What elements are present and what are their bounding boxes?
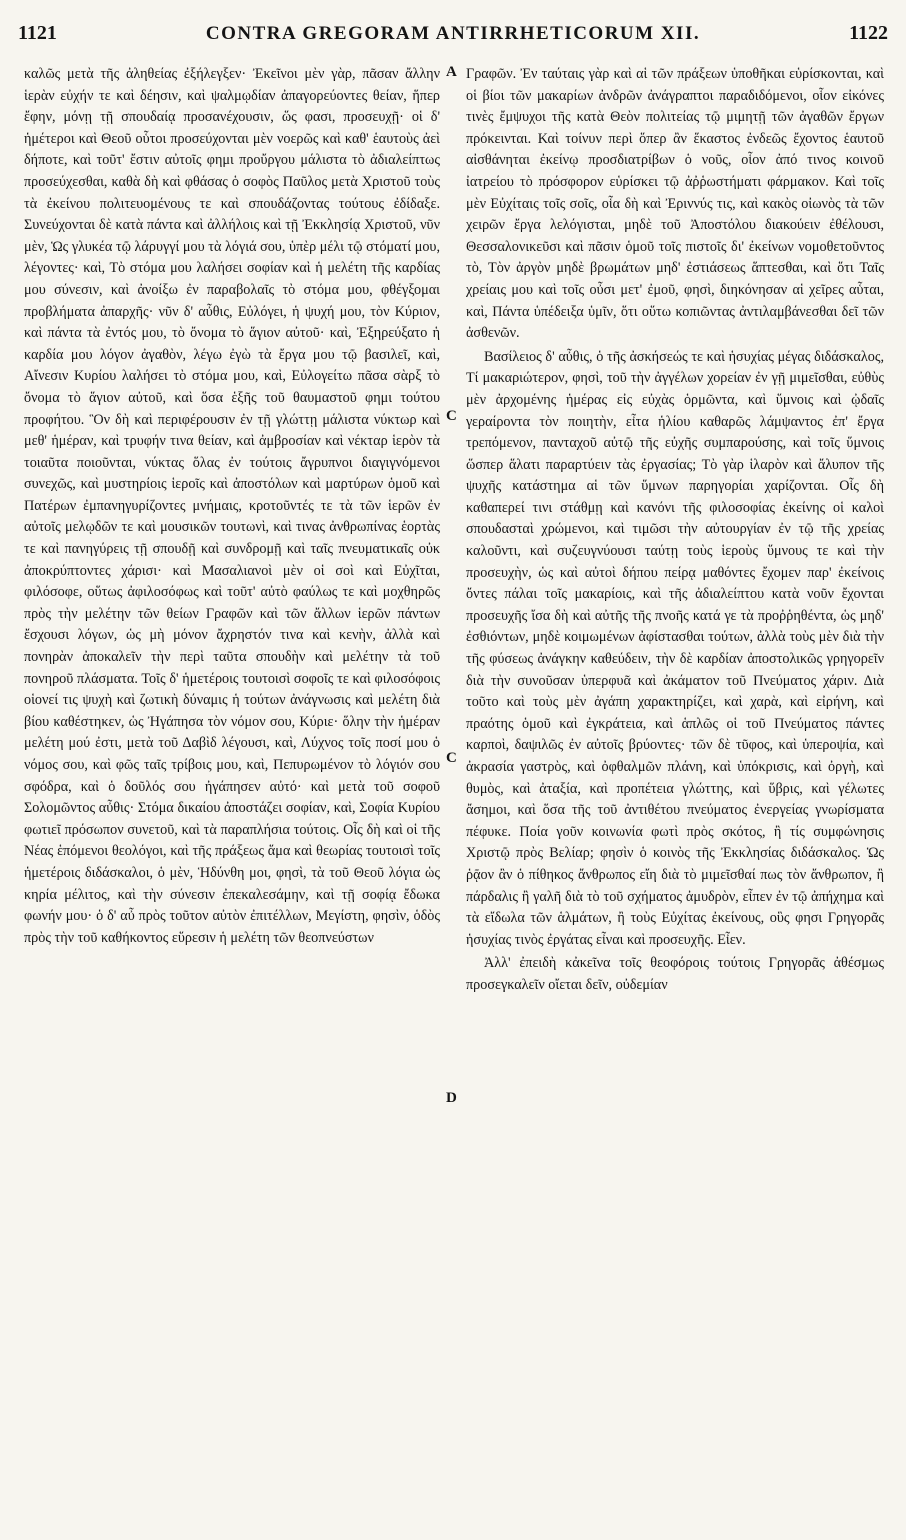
left-paragraph-1: καλῶς μετὰ τῆς ἀληθείας ἐξήλεγξεν· Ἐκεῖνοι μὲν γὰρ, πᾶσαν ἄλλην ἱερὰν εὐχήν τε καὶ δέησιν, καὶ ψαλμῳδίαν ἀπαγορεύοντες θείαν, ἥπερ ἔφην, μόνῃ τῇ σπουδαίᾳ προσανέχουσιν, ὥς φασι, προσευχῇ· οἱ δ' ἡμέτεροι καὶ Θεοῦ οὗτοι προσεύχονται μὲν νοερῶς καὶ καθ' ἑαυτοὺς ἀεὶ δήποτε, καὶ τοῦτ' ἔστιν αὐτοῖς φημι προὔργου μάλιστα τὸ ἀδιαλείπτως προσεύχεσθαι, καθὰ δὴ καὶ φθάσας ὁ σοφὸς Παῦλος μετὰ Χριστοῦ τοὺς τὰ ἐκείνου πολιτευομένους τε καὶ σπουδάζοντας τούτους ἐδίδαξε. Συνεύχονται δὲ κατὰ πάντα καὶ ἀλλήλοις καὶ τῇ Ἐκκλησίᾳ Χριστοῦ, νῦν μὲν, Ὡς γλυκέα τῷ λάρυγγί μου τὰ λόγιά σου, ὑπὲρ μέλι τῷ στόματί μου, λέγοντες· καὶ, Τὸ στόμα μου λαλήσει σοφίαν καὶ ἡ μελέτη τῆς καρδίας μου σύνεσιν, καὶ ἀνοίξω ἐν παραβολαῖς τὸ στόμα μου, φθέγξομαι προβλήματα ἀπαρχῆς· νῦν δ' αὖθις, Εὐλόγει, ἡ ψυχή μου, τὸν Κύριον, καὶ πάντα τὰ ἐντός μου, τὸ ὄνομα τὸ ἅγιον αὐτοῦ· καὶ, Ἐξηρεύξατο ἡ καρδία μου λόγον ἀγαθὸν, λέγω ἐγὼ τὰ ἔργα μου τῷ βασιλεῖ, καὶ, Αἴνεσιν Κυρίου λαλήσει τὸ στόμα μου, καὶ, Εὐλογείτω πᾶσα σὰρξ τὸ ὄνομα τὸ ἅγιον αὐτοῦ, καὶ ὅσα ἑξῆς τοῦ θαυμαστοῦ φημι τούτου προφήτου. Ὃν δὴ καὶ περιφέρουσιν ἐν τῇ γλώττῃ μάλιστα νύκτωρ καὶ μεθ' ἡμέραν, καὶ τρυφήν τινα θείαν, καὶ ἀμβροσίαν καὶ νέκταρ ἱερὸν τὰ τοιαῦτα ποιοῦνται, νύκτας ὅλας ἐν τούτοις ἄγρυπνοι διαγιγνόμενοι συνεχῶς, καὶ μυστηρίοις ἱεροῖς καὶ ἀποστόλων καὶ μαρτύρων ὁμοῦ καὶ Πατέρων ἐμπανηγυρίζοντες μνήμαις, κροτοῦντές τε τὰ τῶν ἱερῶν ἐν αὐτοῖς μελῳδῶν τε καὶ μουσικῶν τουτωνὶ, καὶ τινας ἀνθρωπίνας ἑορτὰς τε καὶ πανηγύρεις τῇ σπουδῇ καὶ συνδρομῇ καὶ ταῖς πνευματικαῖς οὐκ ἀποκρύπτοντες χάρισι· καὶ Μασαλιανοὶ μὲν οἱ σοὶ καὶ Εὐχῖται, φιλόσοφε, οὕτως ἀφιλοσόφως καὶ τοῦτ' αὐτὸ φαύλως τε καὶ μοχθηρῶς πρὸς τὴν μελέτην τῶν θείων Γραφῶν καὶ τῶν ἄλλων ἱερῶν πάντων ἔσχουσι λόγων, ὡς μὴ μόνον ἄχρηστόν τινα καὶ κενὴν, ἀλλὰ καὶ πονηρὰν ἀποκαλεῖν τὴν περὶ ταῦτα σπουδὴν καὶ μελέτην τὰ τοῦ πονηροῦ πλάσματα. Τοῖς δ' ἡμετέροις τουτοισὶ σοφοῖς τε καὶ φιλοσόφοις οἱονεί τις ψυχὴ καὶ ζωτικὴ δύναμις ἡ τούτων ἀνάγνωσις καὶ μελέτη διὰ βίου καθέστηκεν, ὡς Ἠγάπησα τὸν νόμον σου, Κύριε· ὅλην τὴν ἡμέραν μελέτη μού ἐστι, μετὰ τοῦ Δαβὶδ λέγουσι, καὶ, Λύχνος τοῖς ποσί μου ὁ νόμος σου, καὶ φῶς ταῖς τρίβοις μου, καὶ, Πεπυρωμένον τὸ λόγιόν σου σφόδρα, καὶ ὁ δοῦλός σου ἠγάπησεν αὐτό· καὶ μετὰ τοῦ σοφοῦ Σολομῶντος αὖθις· Στόμα δικαίου ἀποστάζει σοφίαν, καὶ, Σοφία Κυρίου φωτιεῖ πρόσωπον συνετοῦ, καὶ τὰ παραπλήσια τούτοις. Οἷς δὴ καὶ οἱ τῆς Νέας ἑπόμενοι θεολόγοι, καὶ τῆς πράξεως ἅμα καὶ θεωρίας τουτοισὶ τοῖς ἡμετέροις διδάσκαλοι, ὁ μὲν, Ἡδύνθη μοι, φησὶ, τὰ τοῦ Θεοῦ λόγια ὡς κηρία μέλιτος, καὶ τὴν σύνεσιν ἐπεκαλεσάμην, καὶ τῇ σοφίᾳ ἔδωκα φωνήν μου· ὁ δ' αὖ πρὸς τοῦτον αὐτὸν ἐπιτέλλων, Μεγίστη, φησὶν, ὁδὸς πρὸς τὴν τοῦ καθήκοντος εὕρεσιν ἡ μελέτη τῶν θεοπνεύστων (24, 66, 440, 946)
right-paragraph-1: Γραφῶν. Ἐν ταύταις γὰρ καὶ αἱ τῶν πράξεων ὑποθῆκαι εὑρίσκονται, καὶ οἱ βίοι τῶν μακαρίων ἀνδρῶν ἀνάγραπτοι παραδιδόμενοι, οἷον εἰκόνες τινὲς ἔμψυχοι τῆς κατὰ Θεὸν πολιτείας τῷ μιμητῇ τῶν ἀγαθῶν ἔργων πρόκεινται. Καὶ τοίνυν περὶ ὅπερ ἂν ἕκαστος ἐνδεῶς ἔχοντος ἑαυτοῦ αἰσθάνηται ἐκείνῳ προσδιατρίβων ὁ νοῦς, οἷον ἀπό τινος κοινοῦ ἰατρείου τὸ πρόσφορον εὑρίσκει τῷ ἀῤῥωστήματι φάρμακον. Καὶ τοῖς μὲν Εὐχίταις τοῖς σοῖς, οἷα δὴ καὶ Ἐριννύς τις, καὶ κακὸς οἰωνὸς τὰ τῶν χειρῶν ἔργα λελόγισται, μηδὲ τοῦ Ἀποστόλου διακούειν ἐθέλουσι, Θεσσαλονικεῦσι καὶ πᾶσιν ὁμοῦ τοῖς πιστοῖς δι' ἐκείνων νομοθετοῦντος τὸ, Τὸν ἀργὸν μηδὲ βρωμάτων μηδ' ἐστιάσεως ἅπτεσθαι, καὶ ὅτι Ταῖς χρείαις μου καὶ τοῖς οὖσι μετ' ἐμοῦ, φησὶ, διηκόνησαν αἱ χεῖρες αὗται, καὶ, Πάντα ὑπέδειξα ὑμῖν, ὅτι οὕτω κοπιῶντας ἀντιλαμβάνεσθαι δεῖ τῶν ἀσθενῶν. (466, 66, 884, 342)
right-column (466, 64, 884, 997)
page-number-left: 1121 (18, 22, 57, 44)
running-title: CONTRA GREGORAM ANTIRRHETICORUM XII. (205, 23, 701, 44)
section-marker-d: D (446, 1090, 457, 1106)
section-marker-a: A (446, 64, 457, 80)
right-paragraph-3: Ἀλλ' ἐπειδὴ κἀκεῖνα τοῖς θεοφόροις τούτοις Γρηγορᾶς ἀθέσμως προσεγκαλεῖν οἴεται δεῖν, οὐδεμίαν (466, 955, 884, 993)
section-marker-c: C (446, 408, 457, 424)
section-marker-c-2: C (446, 750, 457, 766)
running-header (18, 22, 888, 48)
left-column (24, 64, 440, 949)
right-paragraph-2: Βασίλειος δ' αὖθις, ὁ τῆς ἀσκήσεώς τε καὶ ἡσυχίας μέγας διδάσκαλος, Τί μακαριώτερον, φησὶ, τοῦ τὴν ἀγγέλων χορείαν ἐν γῇ μιμεῖσθαι, εὐθὺς μὲν ἀρχομένης ἡμέρας εἰς εὐχὰς ὁρμῶντα, καὶ ὕμνοις καὶ ᾠδαῖς γεραίροντα τὸν ποιητὴν, εἶτα ἡλίου καθαρῶς λάμψαντος ἐπ' ἔργα τρεπόμενον, πανταχοῦ αὐτῷ τῆς εὐχῆς συμπαρούσης, καὶ τοῖς ὕμνοις ὥσπερ ἅλατι παραρτύειν τὰς ἐργασίας; Τὸ γὰρ ἱλαρὸν καὶ ἄλυπον τῆς ψυχῆς κατάστημα αἱ τῶν ὕμνων παρηγορίαι χαρίζονται. Οἷς δὴ καθαπερεί τινι στάθμῃ καὶ κανόνι τῆς φιλοσοφίας ἐκείνης οἱ καλοὶ σπουδασταὶ χρώμενοι, καὶ τιμῶσι τὴν αὐτουργίαν ἐν τῷ τῆς χρείας καλοῦντι, καὶ συζευγνύουσι ταύτῃ τοὺς ἱεροὺς ὕμνους τε καὶ τὴν προσευχὴν, ὡς καὶ αὐτοὶ δήπου πείρᾳ μαθόντες ἔχομεν παρ' ἐκείνοις ὄντες πάλαι τοῖς μακαρίοις, καὶ τῆς ἀδιαλείπτου κατὰ νοῦν ἔχονται προσευχῆς ἴσα δὴ καὶ αὐτῆς τῆς πνοῆς κατά γε τὰ προῤῥηθέντα, ὡς μηδ' ἐσθιόντων, μηδὲ κοιμωμένων ἀφίστασθαι τούτων, ἀλλὰ τοὺς μὲν διὰ τὴν τῆς φύσεως ἀνάγκην καθεύδειν, τὴν δὲ καρδίαν ἀποστολικῶς γρηγορεῖν διὰ τὴν συνοῦσαν ὑπερφυᾶ καὶ ἀκάματον τοῦ Πνεύματος χάριν. Διὰ τοῦτο καὶ τοὺς μὲν ἀγάπη χαρακτηρίζει, καὶ χαρὰ, καὶ εἰρήνη, καὶ πραότης ὁμοῦ καὶ ἐγκράτεια, καὶ ἁπλῶς οἱ τοῦ Πνεύματος πάντες καρποὶ, δαψιλῶς ἐν αὐτοῖς βρύοντες· τῶν δὲ τῦφος, καὶ ὑπεροψία, καὶ ἀκρασία γαστρὸς, καὶ ὀφθαλμῶν πλάνη, καὶ ὑπόκρισις, καὶ ὀργὴ, καὶ θυμὸς, καὶ ἀταξία, καὶ προπέτεια γλώττης, καὶ ὕβρις, καὶ γέλωτες ἄσημοι, καὶ ὅσα τῆς τοῦ ἀντιθέτου πνεύματος ἐνεργείας γνωρίσματα πέφυκε. Ποία γοῦν κοινωνία φωτὶ πρὸς σκότος, ἢ τίς συμφώνησις Χριστῷ πρὸς Βελίαρ; φησὶν ὁ κοινὸς τῆς Ἐκκλησίας διδάσκαλος. Ὡς ῥᾷον ἂν ὁ πίθηκος ἄνθρωπος εἴη διὰ τὸ μιμεῖσθαί πως τὸν ἄνθρωπον, ἢ πάρδαλις ἢ γαλῆ διὰ τὸ τοῦ σχήματος ἀμυδρὸν, εἶπεν ἐν τῷ ἀπήχημα καὶ τὰ εἴδωλα τῶν ἁλμάτων, ἢ τοὺς Εὐχίτας ἐκείνους, οὓς φησι Γρηγορᾶς ἡσυχίας τινὸς ἐργάτας εἶναι καὶ προσευχῆς. Εἶεν. (466, 348, 884, 948)
page-number-right: 1122 (849, 22, 888, 44)
